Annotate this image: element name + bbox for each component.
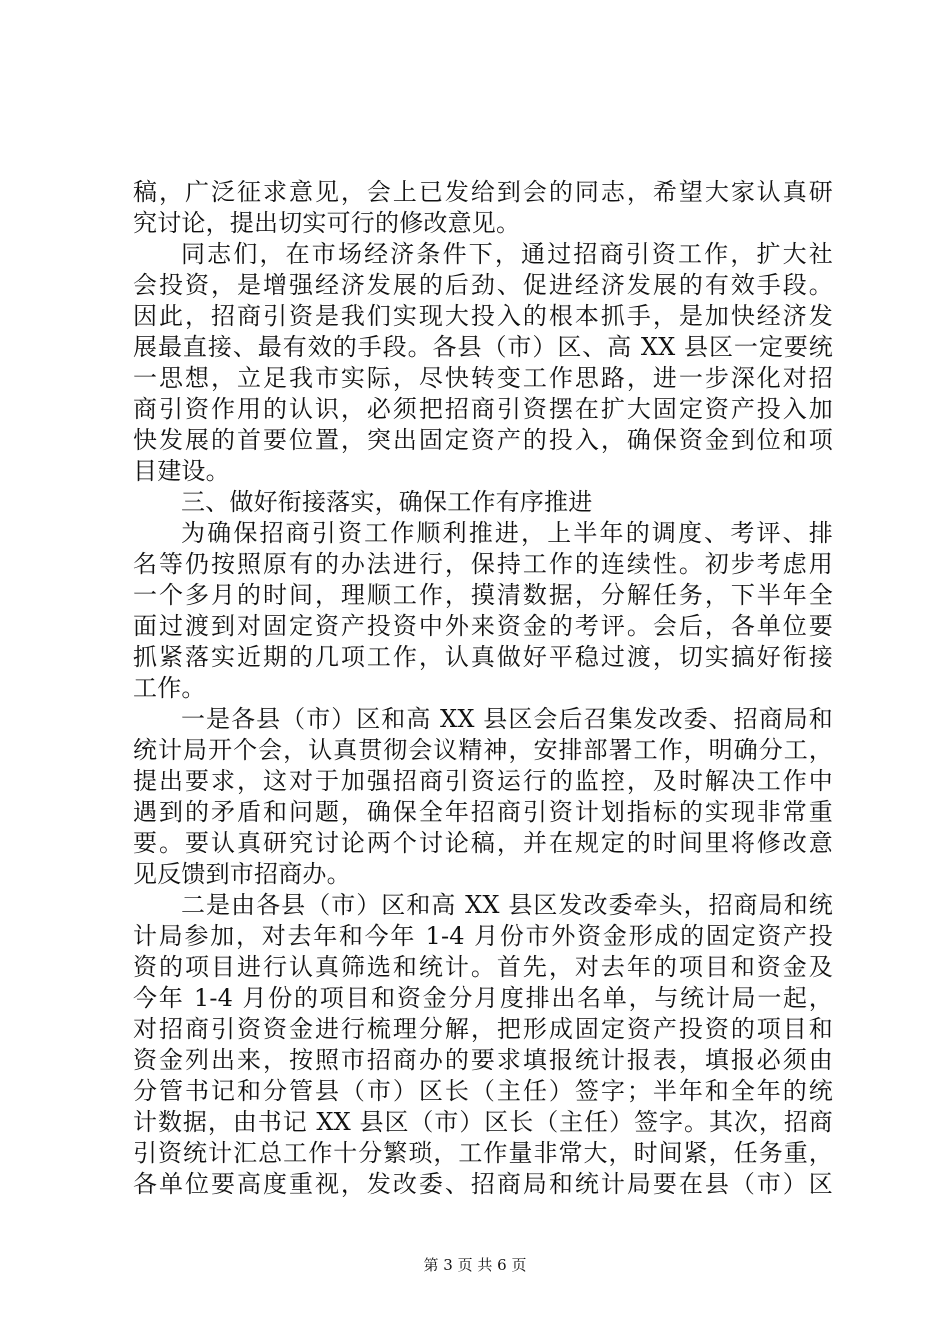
- text-line: 三、做好衔接落实，确保工作有序推进: [181, 488, 593, 516]
- text-line: 快发展的首要位置，突出固定资产的投入，确保资金到位和项: [133, 426, 833, 454]
- text-line: 资金列出来，按照市招商办的要求填报统计报表，填报必须由: [133, 1046, 833, 1074]
- text-line: 工作。: [133, 674, 206, 702]
- document-body: [133, 177, 833, 1200]
- text-line: 见反馈到市招商办。: [133, 860, 351, 888]
- text-line: 计局参加，对去年和今年 1-4 月份市外资金形成的固定资产投: [133, 922, 833, 950]
- text-line: 会投资，是增强经济发展的后劲、促进经济发展的有效手段。: [133, 271, 833, 299]
- text-line: 资的项目进行认真筛选和统计。首先，对去年的项目和资金及: [133, 953, 833, 981]
- text-line: 遇到的矛盾和问题，确保全年招商引资计划指标的实现非常重: [133, 798, 833, 826]
- text-line: 抓紧落实近期的几项工作，认真做好平稳过渡，切实搞好衔接: [133, 643, 833, 671]
- text-line: 分管书记和分管县（市）区长（主任）签字；半年和全年的统: [133, 1077, 833, 1105]
- text-line: 各单位要高度重视，发改委、招商局和统计局要在县（市）区: [133, 1170, 833, 1198]
- text-line: 计数据，由书记 XX 县区（市）区长（主任）签字。其次，招商: [133, 1108, 833, 1136]
- text-line: 一是各县（市）区和高 XX 县区会后召集发改委、招商局和: [181, 705, 833, 733]
- text-line: 提出要求，这对于加强招商引资运行的监控，及时解决工作中: [133, 767, 833, 795]
- text-line: 目建设。: [133, 457, 230, 485]
- text-line: 名等仍按照原有的办法进行，保持工作的连续性。初步考虑用: [133, 550, 833, 578]
- text-line: 商引资作用的认识，必须把招商引资摆在扩大固定资产投入加: [133, 395, 833, 423]
- page-footer: 第 3 页 共 6 页: [423, 1256, 527, 1274]
- text-line: 同志们，在市场经济条件下，通过招商引资工作，扩大社: [181, 240, 833, 268]
- text-line: 一思想，立足我市实际，尽快转变工作思路，进一步深化对招: [133, 364, 833, 392]
- text-line: 为确保招商引资工作顺利推进，上半年的调度、考评、排: [181, 519, 833, 547]
- text-line: 引资统计汇总工作十分繁琐，工作量非常大，时间紧，任务重，: [133, 1139, 833, 1167]
- text-line: 展最直接、最有效的手段。各县（市）区、高 XX 县区一定要统: [133, 333, 833, 361]
- text-line: 因此，招商引资是我们实现大投入的根本抓手，是加快经济发: [133, 302, 833, 330]
- text-line: 一个多月的时间，理顺工作，摸清数据，分解任务，下半年全: [133, 581, 833, 609]
- text-line: 稿，广泛征求意见，会上已发给到会的同志，希望大家认真研: [133, 178, 833, 206]
- text-line: 究讨论，提出切实可行的修改意见。: [133, 209, 521, 237]
- text-line: 要。要认真研究讨论两个讨论稿，并在规定的时间里将修改意: [133, 829, 833, 857]
- text-line: 对招商引资资金进行梳理分解，把形成固定资产投资的项目和: [133, 1015, 833, 1043]
- text-line: 今年 1-4 月份的项目和资金分月度排出名单，与统计局一起，: [133, 984, 833, 1012]
- text-line: 统计局开个会，认真贯彻会议精神，安排部署工作，明确分工，: [133, 736, 833, 764]
- text-line: 二是由各县（市）区和高 XX 县区发改委牵头，招商局和统: [181, 891, 833, 919]
- text-line: 面过渡到对固定资产投资中外来资金的考评。会后，各单位要: [133, 612, 833, 640]
